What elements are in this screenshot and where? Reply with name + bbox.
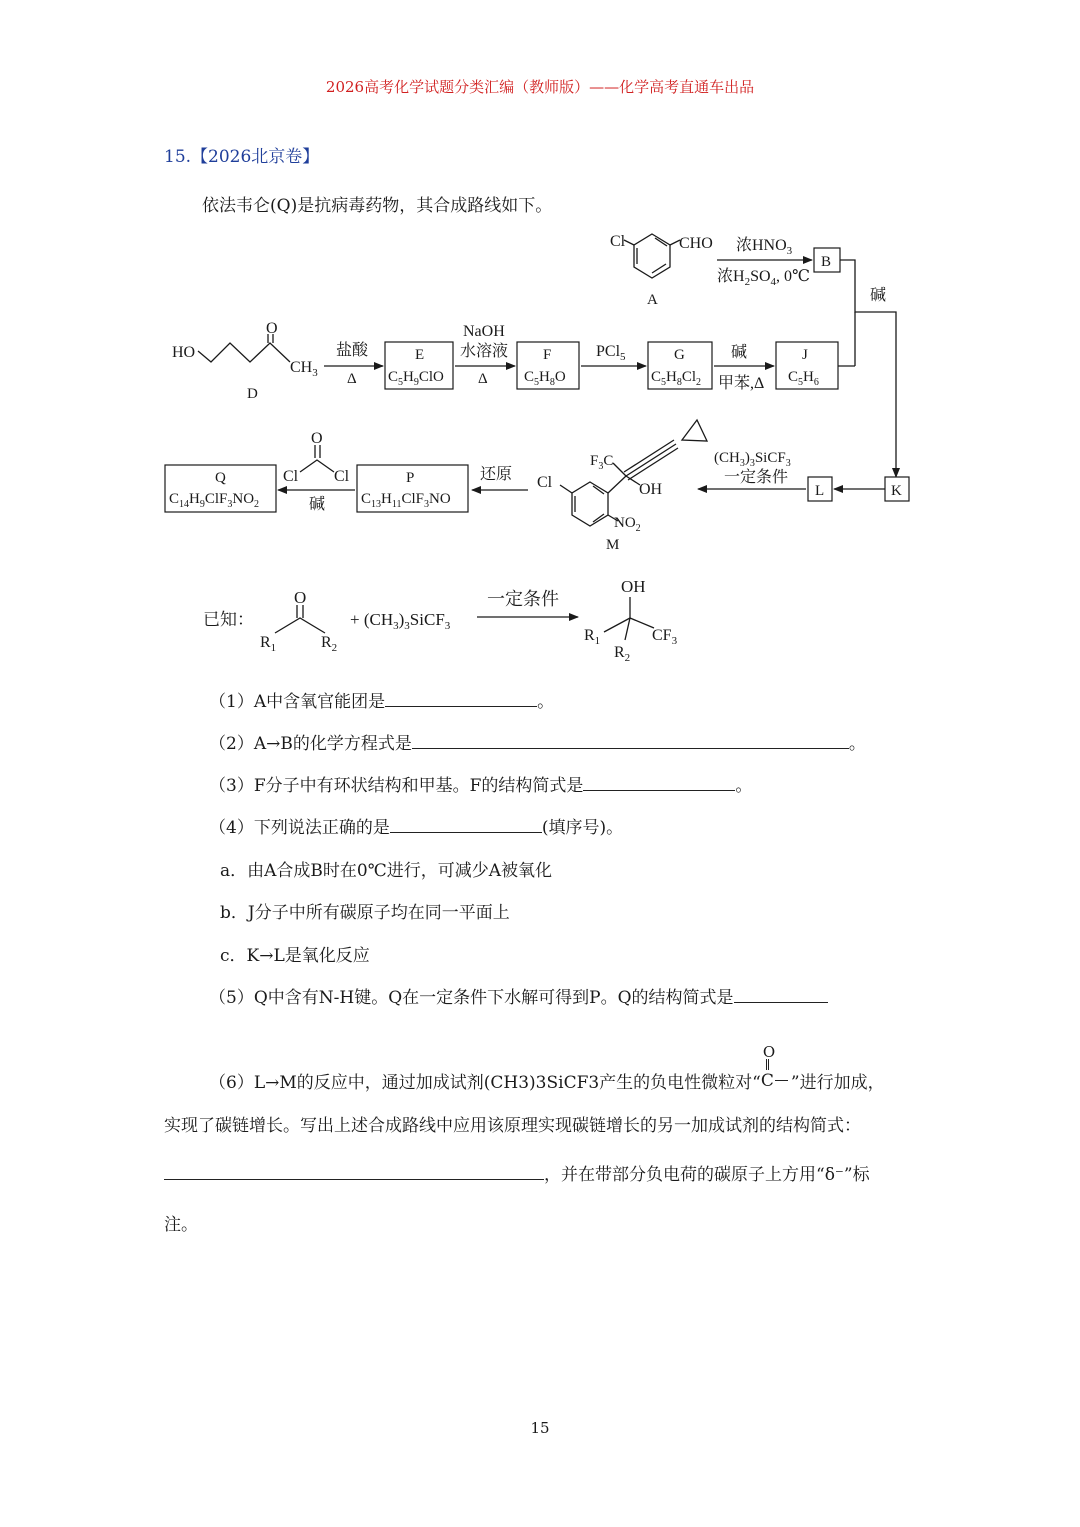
- a-b-top: 浓$HNO_3$: [736, 237, 793, 257]
- known-r1: $R_1$: [260, 634, 277, 654]
- known-p-r1: $R_1$: [584, 627, 601, 647]
- known-label: 已知：: [203, 610, 254, 629]
- carbonyl-o: O: [762, 1043, 776, 1061]
- q6-text-2: ”进行加成，: [790, 1073, 885, 1093]
- q3-text: （3）F分子中有环状结构和甲基。F的结构简式是: [209, 776, 584, 796]
- question-intro: 依法韦仑(Q)是抗病毒药物，其合成路线如下。: [202, 196, 553, 216]
- e-f-top2: 水溶液: [460, 343, 509, 360]
- option-a: a．由A合成B时在0℃进行，可减少A被氧化: [220, 861, 553, 881]
- compound-m: [537, 420, 707, 553]
- question-2: [209, 729, 866, 754]
- known-p-r2: $R_2$: [614, 644, 631, 664]
- a-b-bot: 浓$H_2SO_4$, 0℃: [717, 268, 810, 288]
- phosgene-cl1: Cl: [283, 468, 299, 485]
- m-cl: Cl: [537, 474, 553, 491]
- d-ch3: $CH_3$: [290, 359, 318, 379]
- e-f-top1: NaOH: [463, 323, 505, 340]
- q3-answer-blank[interactable]: [583, 773, 735, 791]
- b-label: B: [821, 254, 832, 270]
- phosgene-reagent: [283, 430, 350, 485]
- q6-text-1: （6）L→M的反应中，通过加成试剂(CH3)3SiCF3产生的负电性微粒对“: [209, 1073, 761, 1093]
- known-r2: $R_2$: [321, 634, 338, 654]
- e-f-bot: Δ: [478, 371, 488, 387]
- q5-text: （5）Q中含有N-H键。Q在一定条件下水解可得到P。Q的结构简式是: [209, 988, 734, 1008]
- b-k-reagent: 碱: [870, 287, 887, 304]
- g-label: G: [674, 347, 685, 363]
- question-number: 15.【2026北京卷】: [164, 147, 320, 167]
- q-label: Q: [215, 470, 226, 486]
- compound-a: [610, 233, 713, 308]
- m-p-top: 还原: [480, 466, 513, 483]
- carbonyl-double-bond: [766, 1059, 769, 1070]
- q1-answer-blank[interactable]: [385, 689, 537, 707]
- carbonyl-bond: [775, 1080, 788, 1081]
- known-o: O: [294, 588, 307, 607]
- synthesis-scheme: [0, 0, 1080, 680]
- q6-text-3: ，并在带部分负电荷的碳原子上方用“δ⁻”标: [544, 1165, 870, 1185]
- option-c: c．K→L是氧化反应: [220, 946, 370, 966]
- q-formula: $C_{14}H_9ClF_3NO_2$: [169, 491, 260, 510]
- known-reaction: [203, 577, 678, 664]
- m-label: M: [606, 537, 620, 553]
- d-o: O: [266, 320, 278, 337]
- known-p-oh: OH: [621, 577, 646, 596]
- known-reagent: + $(CH_3)_3SiCF_3$: [350, 610, 451, 632]
- page-header: 2026高考化学试题分类汇编（教师版）——化学高考直通车出品: [325, 78, 755, 96]
- question-6-line1: [209, 1043, 885, 1093]
- d-e-bot: Δ: [347, 371, 357, 387]
- l-label: L: [815, 483, 825, 499]
- a-cho: CHO: [679, 235, 713, 252]
- known-arrow-top: 一定条件: [487, 589, 559, 609]
- f-label: F: [543, 347, 552, 363]
- question-3: [209, 771, 752, 796]
- carbonyl-glyph: [760, 1043, 791, 1091]
- known-p-cf3: $CF_3$: [652, 627, 678, 647]
- g-formula: $C_5H_8Cl_2$: [651, 369, 702, 388]
- p-label: P: [406, 470, 415, 486]
- a-label: A: [647, 292, 658, 308]
- q4-tail: (填序号)。: [541, 818, 624, 838]
- m-oh: OH: [639, 481, 663, 498]
- q4-text: （4）下列说法正确的是: [209, 818, 390, 838]
- f-g-top: PCl$_5$: [596, 343, 626, 363]
- j-label: J: [802, 347, 808, 363]
- carbonyl-c: C: [760, 1071, 774, 1091]
- q2-answer-blank[interactable]: [412, 731, 849, 749]
- q5-answer-blank[interactable]: [734, 985, 828, 1003]
- q4-answer-blank[interactable]: [390, 815, 542, 833]
- e-label: E: [415, 347, 425, 363]
- arrow-b-k: [840, 260, 896, 477]
- question-6-line2: 实现了碳链增长。写出上述合成路线中应用该原理实现碳链增长的另一加成试剂的结构简式：: [164, 1116, 861, 1136]
- page-number: 15: [530, 1419, 550, 1437]
- f-formula: $C_5H_8O$: [524, 369, 566, 388]
- phosgene-cl2: Cl: [334, 468, 350, 485]
- p-formula: $C_{13}H_{11}ClF_3NO$: [361, 491, 451, 510]
- d-label: D: [247, 386, 258, 402]
- option-b: b．J分子中所有碳原子均在同一平面上: [220, 903, 510, 923]
- d-ho: HO: [172, 344, 196, 361]
- d-e-top: 盐酸: [336, 342, 369, 359]
- q2-tail: 。: [848, 734, 866, 754]
- q2-text: （2）A→B的化学方程式是: [209, 734, 412, 754]
- q3-tail: 。: [735, 776, 753, 796]
- question-4: [209, 813, 623, 838]
- m-no2: $NO_2$: [614, 515, 641, 534]
- q1-text: （1）A中含氧官能团是: [209, 692, 386, 712]
- e-formula: $C_5H_9ClO$: [388, 369, 444, 388]
- g-j-bot: 甲苯,Δ: [718, 375, 765, 392]
- l-m-top2: 一定条件: [724, 469, 789, 486]
- k-label: K: [891, 483, 902, 499]
- question-5: [209, 983, 828, 1008]
- l-m-top1: $(CH_3)_3SiCF_3$: [714, 450, 791, 469]
- g-j-top: 碱: [731, 344, 748, 361]
- q1-tail: 。: [537, 692, 555, 712]
- j-formula: $C_5H_6$: [788, 369, 819, 388]
- m-f3c: $F_3C$: [590, 453, 614, 472]
- p-q-bot: 碱: [309, 496, 326, 513]
- question-1: [209, 687, 554, 712]
- question-6-line3: [164, 1160, 870, 1185]
- question-6-line4: 注。: [164, 1215, 198, 1235]
- phosgene-o: O: [311, 430, 323, 447]
- a-cl: Cl: [610, 233, 626, 250]
- q6-answer-blank[interactable]: [164, 1162, 544, 1180]
- compound-d: [172, 320, 318, 402]
